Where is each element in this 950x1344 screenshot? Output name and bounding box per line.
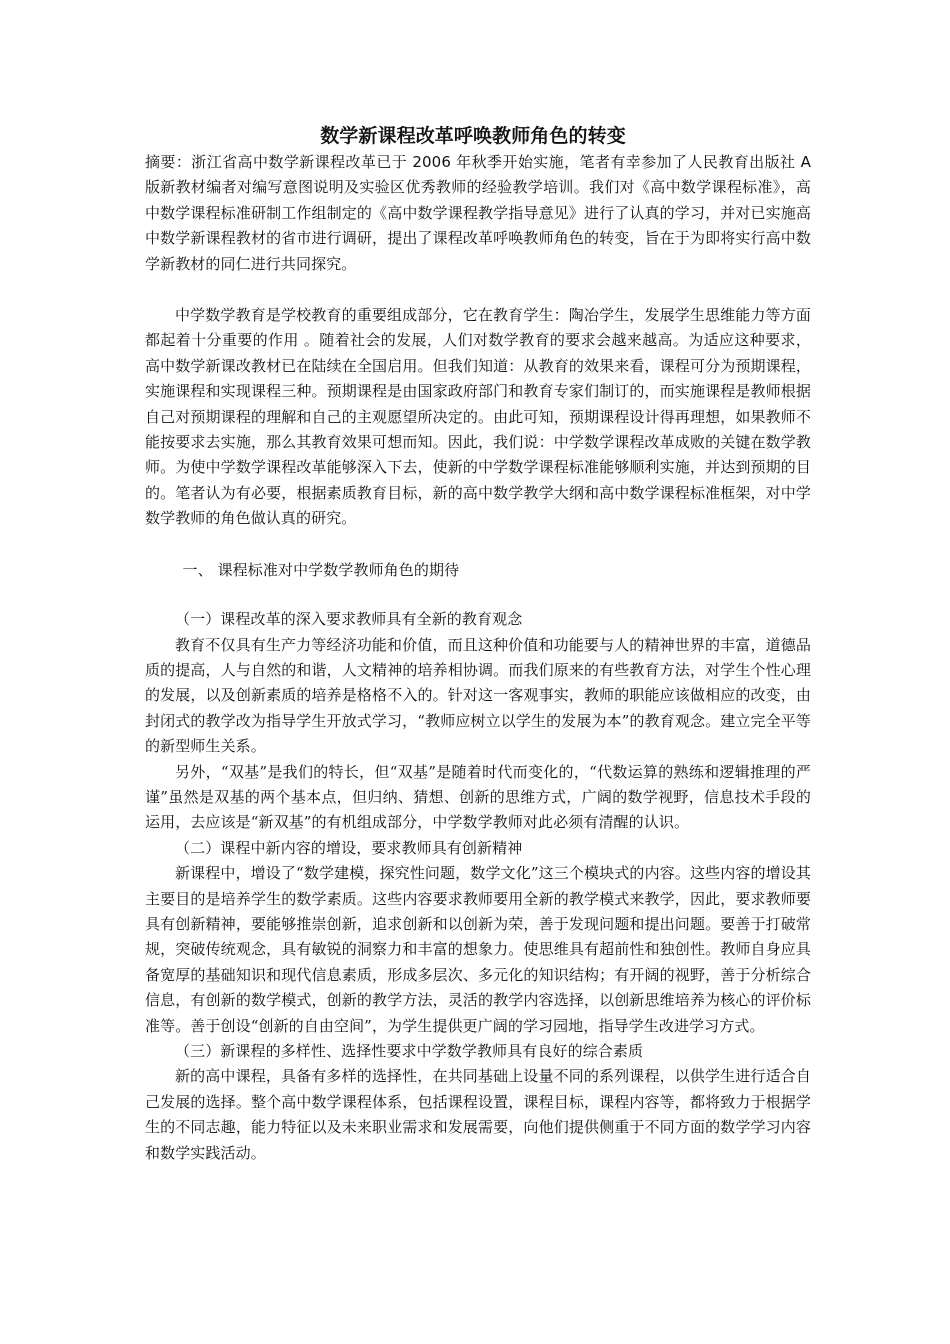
- subsection-1-paragraph-1: 教育不仅具有生产力等经济功能和价值，而且这种价值和功能要与人的精神世界的丰富，道德品质的提高，人与自然的和谐，人文精神的培养相协调。而我们原来的有些教育方法，对学生个性心理的发展，以及创新素质的培养是格格不入的。针对这一客观事实，教师的职能应该做相应的改变，由封闭式的教学改为指导学生开放式学习，“教师应树立以学生的发展为本”的教育观念。建立完全平等的新型师生关系。: [145, 635, 811, 756]
- abstract-label: 摘要：: [145, 153, 192, 171]
- blank-line: [145, 277, 811, 303]
- section-heading-1: 一、 课程标准对中学数学教师角色的期待: [182, 560, 460, 579]
- document-title: 数学新课程改革呼唤教师角色的转变: [320, 125, 626, 147]
- subsection-1-paragraph-2: 另外，“双基”是我们的特长，但“双基”是随着时代而变化的，“代数运算的熟练和逻辑推理的严谨”虽然是双基的两个基本点，但归纳、猜想、创新的思维方式，广阔的数学视野，信息技术手段的运用，去应该是“新双基”的有机组成部分，中学数学教师对此必须有清醒的认识。: [145, 762, 811, 832]
- blank-line: [145, 532, 811, 558]
- subsection-heading-1: （一）课程改革的深入要求教师具有全新的教育观念: [175, 610, 523, 629]
- intro-paragraph: 中学数学教育是学校教育的重要组成部分，它在教育学生：陶冶学生，发展学生思维能力等方面都起着十分重要的作用 。随着社会的发展，人们对数学教育的要求会越来越高。为适应这种要求，高中数学新课改教材已在陆续在全国启用。但我们知道：从教育的效果来看，课程可分为预期课程，实施课程和实现课程三种。预期课程是由国家政府部门和教育专家们制订的，而实施课程是教师根据自己对预期课程的理解和自己的主观愿望所决定的。由此可知，预期课程设计得再理想，如果教师不能按要求去实施，那么其教育效果可想而知。因此，我们说：中学数学课程改革成败的关键在数学教师。为使中学数学课程改革能够深入下去，使新的中学数学课程标准能够顺利实施，并达到预期的目的。笔者认为有必要，根据素质教育目标，新的高中数学教学大纲和高中数学课程标准框架，对中学数学教师的角色做认真的研究。: [145, 306, 811, 528]
- abstract: [145, 150, 811, 277]
- document-page: [145, 118, 811, 1166]
- blank-line: [145, 583, 811, 607]
- subsection-heading-3: （三）新课程的多样性、选择性要求中学数学教师具有良好的综合素质: [175, 1042, 644, 1060]
- subsection-2-paragraph-1: 新课程中，增设了“数学建模，探究性问题，数学文化”这三个模块式的内容。这些内容的增设其主要目的是培养学生的数学素质。这些内容要求教师要用全新的教学模式来教学，因此，要求教师要具有创新精神，要能够推崇创新，追求创新和以创新为荣，善于发现问题和提出问题。要善于打破常规，突破传统观念，具有敏锐的洞察力和丰富的想象力。使思维具有超前性和独创性。教师自身应具备宽厚的基础知识和现代信息素质，形成多层次、多元化的知识结构；有开阔的视野，善于分析综合信息，有创新的数学模式，创新的教学方法，灵活的教学内容选择，以创新思维培养为核心的评价标准等。善于创设“创新的自由空间”，为学生提供更广阔的学习园地，指导学生改进学习方式。: [145, 864, 811, 1035]
- abstract-text: 浙江省高中数学新课程改革已于 2006 年秋季开始实施，笔者有幸参加了人民教育出版社 A 版新教材编者对编写意图说明及实验区优秀教师的经验教学培训。我们对《高中数学课程标准》，高中数学课程标准研制工作组制定的《高中数学课程教学指导意见》进行了认真的学习，并对已实施高中数学新课程教材的省市进行调研，提出了课程改革呼唤教师角色的转变，旨在于为即将实行高中数学新教材的同仁进行共同探究。: [145, 153, 811, 273]
- subsection-3-paragraph-1: 新的高中课程，具备有多样的选择性，在共同基础上设量不同的系列课程，以供学生进行适合自己发展的选择。整个高中数学课程体系，包括课程设置，课程目标，课程内容等，都将致力于根据学生的不同志趣，能力特征以及未来职业需求和发展需要，向他们提供侧重于不同方面的数学学习内容和数学实践活动。: [145, 1067, 811, 1162]
- subsection-heading-2: （二）课程中新内容的增设，要求教师具有创新精神: [175, 838, 523, 857]
